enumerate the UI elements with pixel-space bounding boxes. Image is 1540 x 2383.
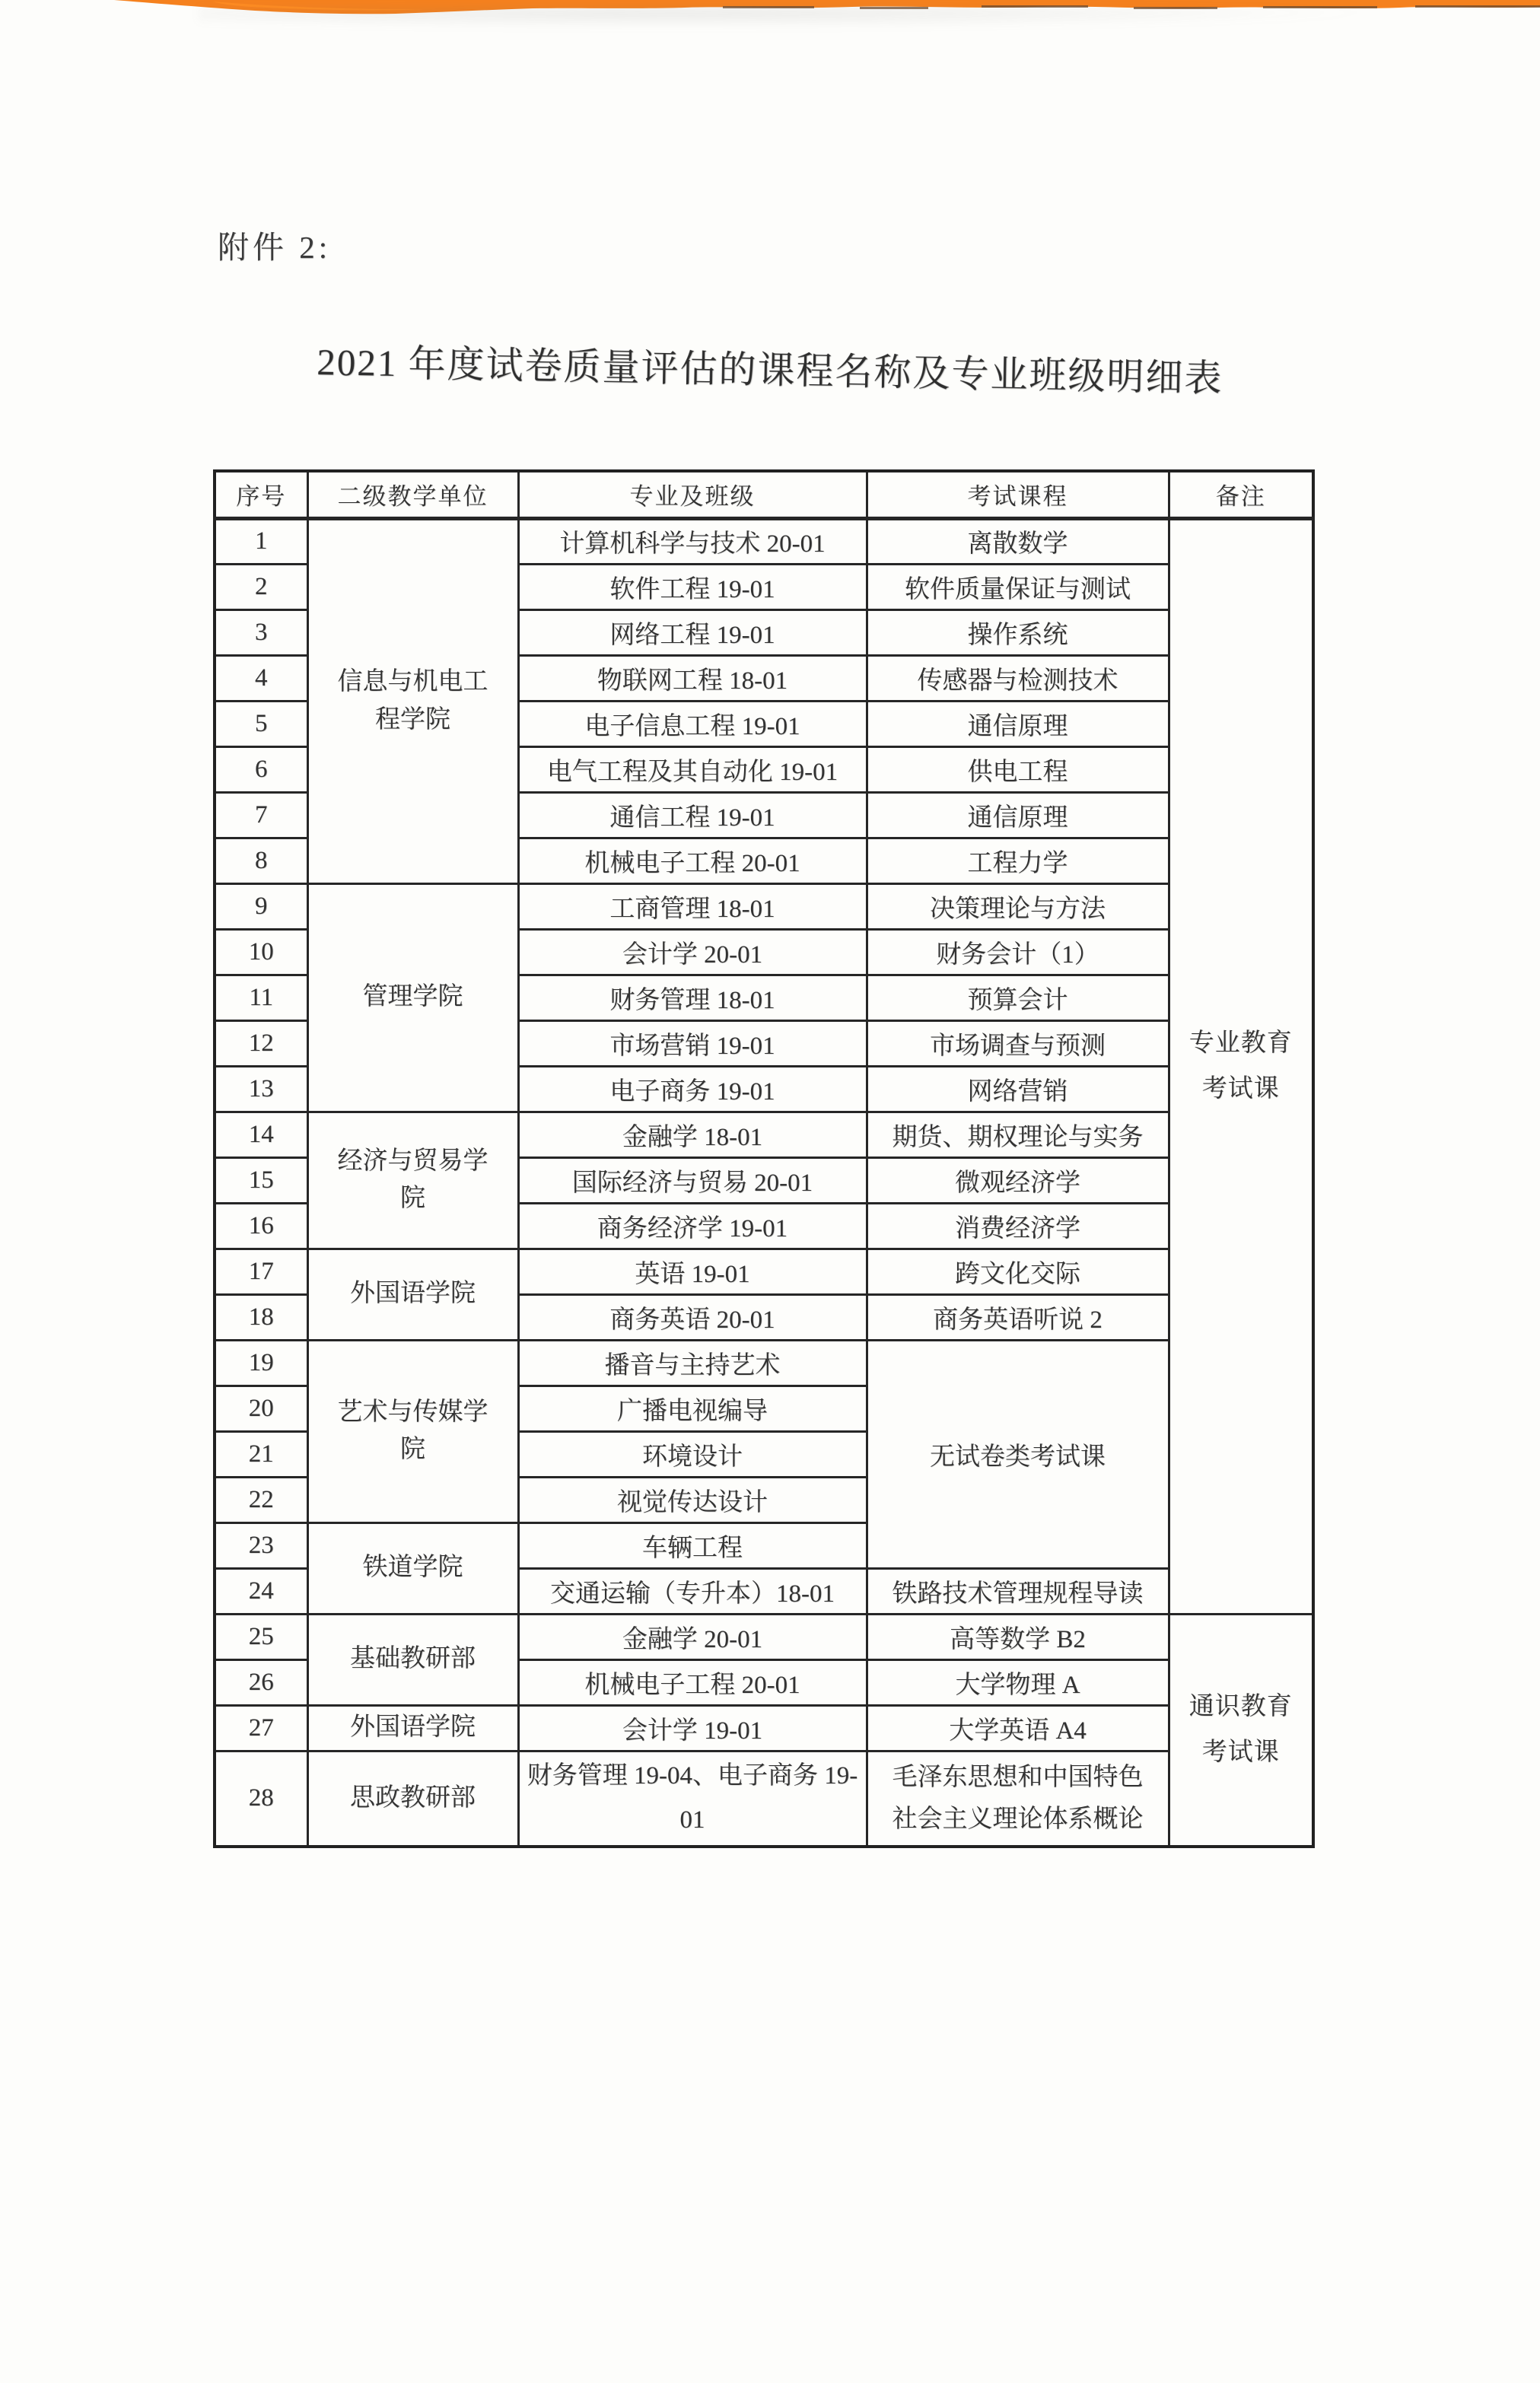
row-number-cell: 22: [215, 1477, 307, 1522]
unit-name: 经济与贸易学院: [337, 1147, 488, 1212]
course-cell: 财务会计（1）: [867, 929, 1169, 975]
row-number-cell: 6: [215, 746, 307, 792]
header-no: 序号: [215, 471, 307, 518]
table-row: [215, 1112, 1313, 1157]
row-number-cell: 7: [215, 792, 307, 838]
unit-name: 基础教研部: [350, 1645, 476, 1673]
course-cell: 铁路技术管理规程导读: [867, 1568, 1169, 1614]
major-cell: 英语 19-01: [518, 1249, 867, 1294]
row-number-cell: 14: [215, 1112, 307, 1157]
course-cell: 市场调查与预测: [867, 1020, 1169, 1066]
unit-cell: [307, 518, 518, 883]
header-course: 考试课程: [867, 471, 1169, 518]
remark-text: 专业教育考试课: [1188, 1029, 1293, 1102]
row-number-cell: 23: [215, 1522, 307, 1568]
course-cell: 供电工程: [867, 746, 1169, 792]
major-cell: 商务经济学 19-01: [518, 1203, 867, 1249]
course-cell: 消费经济学: [867, 1203, 1169, 1249]
course-cell: 高等数学 B2: [867, 1614, 1169, 1659]
merged-course-text: 无试卷类考试课: [930, 1443, 1106, 1471]
major-cell: [518, 1751, 867, 1847]
attachment-label: 附件 2:: [218, 230, 332, 265]
course-cell: 决策理论与方法: [867, 883, 1169, 929]
row-number-cell: 8: [215, 838, 307, 883]
scan-shadow-smudge: [198, 6, 1385, 29]
major-cell: 机械电子工程 20-01: [518, 1659, 867, 1705]
unit-cell: [307, 1112, 518, 1249]
table-row: [215, 518, 1313, 564]
remark-cell: [1169, 1614, 1313, 1847]
major-cell: 软件工程 19-01: [518, 564, 867, 609]
major-cell: 电气工程及其自动化 19-01: [518, 746, 867, 792]
major-cell: 商务英语 20-01: [518, 1294, 867, 1340]
course-cell: 预算会计: [867, 975, 1169, 1020]
major-cell: 网络工程 19-01: [518, 609, 867, 655]
course-cell: 传感器与检测技术: [867, 655, 1169, 701]
course-cell: 微观经济学: [867, 1157, 1169, 1203]
row-number-cell: 12: [215, 1020, 307, 1066]
row-number-cell: 10: [215, 929, 307, 975]
course-cell: 大学英语 A4: [867, 1705, 1169, 1751]
document-title: 2021 年度试卷质量评估的课程名称及专业班级明细表: [316, 341, 1223, 399]
table-row: [215, 883, 1313, 929]
table-row: [215, 1705, 1313, 1751]
major-cell: 金融学 18-01: [518, 1112, 867, 1157]
row-number-cell: 24: [215, 1568, 307, 1614]
course-cell: 通信原理: [867, 792, 1169, 838]
course-cell: 网络营销: [867, 1066, 1169, 1112]
row-number-cell: 15: [215, 1157, 307, 1203]
major-cell: 通信工程 19-01: [518, 792, 867, 838]
major-cell: 物联网工程 18-01: [518, 655, 867, 701]
unit-cell: [307, 1705, 518, 1751]
unit-cell: [307, 1614, 518, 1705]
major-cell: 机械电子工程 20-01: [518, 838, 867, 883]
major-cell: 计算机科学与技术 20-01: [518, 518, 867, 564]
major-cell: 财务管理 18-01: [518, 975, 867, 1020]
major-cell: 国际经济与贸易 20-01: [518, 1157, 867, 1203]
unit-name: 信息与机电工程学院: [337, 668, 488, 733]
major-cell: 交通运输（专升本）18-01: [518, 1568, 867, 1614]
unit-cell: [307, 1751, 518, 1847]
row-number-cell: 26: [215, 1659, 307, 1705]
row-number-cell: 25: [215, 1614, 307, 1659]
unit-name: 铁道学院: [362, 1554, 463, 1582]
major-cell: 会计学 20-01: [518, 929, 867, 975]
table-row: [215, 1751, 1313, 1847]
unit-cell: [307, 883, 518, 1112]
unit-name: 外国语学院: [350, 1713, 476, 1742]
row-number-cell: 18: [215, 1294, 307, 1340]
header-row: [215, 471, 1313, 518]
major-cell: 会计学 19-01: [518, 1705, 867, 1751]
row-number-cell: 1: [215, 518, 307, 564]
row-number-cell: 13: [215, 1066, 307, 1112]
row-number-cell: 9: [215, 883, 307, 929]
major-cell: 工商管理 18-01: [518, 883, 867, 929]
row-number-cell: 11: [215, 975, 307, 1020]
unit-cell: [307, 1249, 518, 1340]
course-cell: 操作系统: [867, 609, 1169, 655]
course-cell: 通信原理: [867, 701, 1169, 746]
row-number-cell: 5: [215, 701, 307, 746]
table-row: [215, 1249, 1313, 1294]
course-cell: 期货、期权理论与实务: [867, 1112, 1169, 1157]
major-cell: 金融学 20-01: [518, 1614, 867, 1659]
course-cell: 商务英语听说 2: [867, 1294, 1169, 1340]
major-cell: 车辆工程: [518, 1522, 867, 1568]
row-number-cell: 27: [215, 1705, 307, 1751]
unit-cell: [307, 1340, 518, 1522]
remark-text: 通识教育考试课: [1188, 1693, 1293, 1766]
unit-cell: [307, 1522, 518, 1614]
major-text: 财务管理 19-04、电子商务 19-01: [527, 1762, 858, 1834]
unit-name: 思政教研部: [350, 1784, 476, 1812]
major-cell: 视觉传达设计: [518, 1477, 867, 1522]
row-number-cell: 4: [215, 655, 307, 701]
major-cell: 市场营销 19-01: [518, 1020, 867, 1066]
course-cell-merged: [867, 1340, 1169, 1568]
table-row: [215, 1340, 1313, 1386]
course-table: [213, 469, 1315, 1848]
major-cell: 电子商务 19-01: [518, 1066, 867, 1112]
unit-name: 艺术与传媒学院: [337, 1398, 488, 1463]
row-number-cell: 16: [215, 1203, 307, 1249]
course-cell: 软件质量保证与测试: [867, 564, 1169, 609]
row-number-cell: 20: [215, 1386, 307, 1431]
row-number-cell: 28: [215, 1751, 307, 1847]
row-number-cell: 2: [215, 564, 307, 609]
table-row: [215, 1614, 1313, 1659]
remark-cell: [1169, 518, 1313, 1614]
course-cell: [867, 1751, 1169, 1847]
header-major: 专业及班级: [518, 471, 867, 518]
course-table-wrapper: [213, 469, 1315, 1848]
row-number-cell: 3: [215, 609, 307, 655]
major-cell: 电子信息工程 19-01: [518, 701, 867, 746]
row-number-cell: 19: [215, 1340, 307, 1386]
unit-name: 管理学院: [362, 983, 463, 1011]
course-cell: 跨文化交际: [867, 1249, 1169, 1294]
major-cell: 广播电视编导: [518, 1386, 867, 1431]
row-number-cell: 21: [215, 1431, 307, 1477]
major-cell: 环境设计: [518, 1431, 867, 1477]
row-number-cell: 17: [215, 1249, 307, 1294]
course-text: 毛泽东思想和中国特色社会主义理论体系概论: [892, 1764, 1144, 1833]
major-cell: 播音与主持艺术: [518, 1340, 867, 1386]
course-cell: 大学物理 A: [867, 1659, 1169, 1705]
table-body: [215, 518, 1313, 1847]
header-remark: 备注: [1169, 471, 1313, 518]
table-header: [215, 471, 1313, 518]
course-cell: 离散数学: [867, 518, 1169, 564]
unit-name: 外国语学院: [350, 1280, 476, 1308]
course-cell: 工程力学: [867, 838, 1169, 883]
header-unit: 二级教学单位: [307, 471, 518, 518]
